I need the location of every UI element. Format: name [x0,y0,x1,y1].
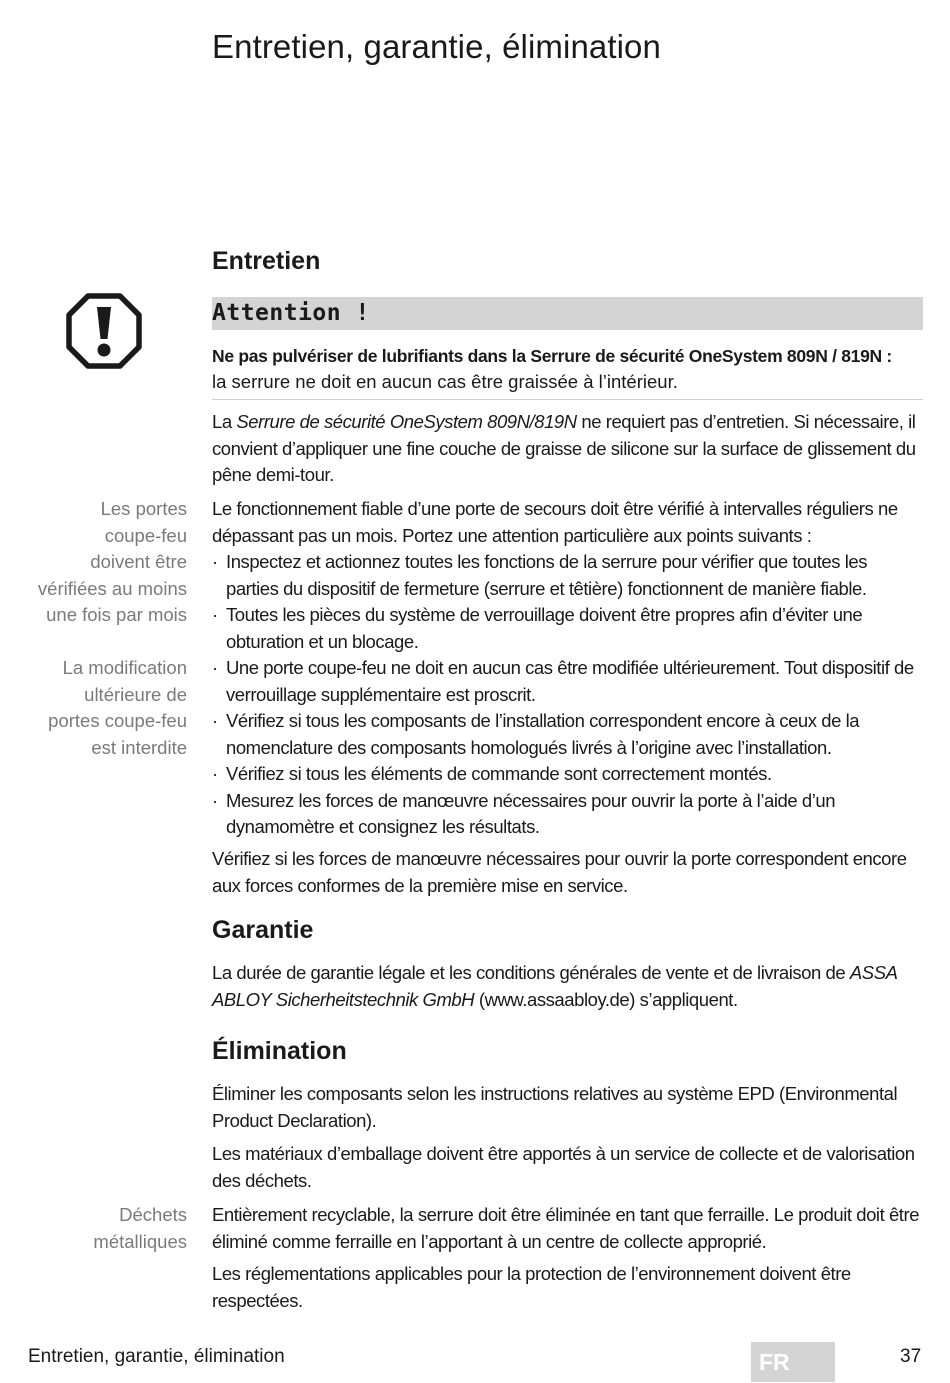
list-item: · Vérifiez si tous les composants de l’installation correspondent encore à ceux de la nomenclature des composants homologués livrés à l’origine avec l’installation. [212,708,923,761]
footer-title: Entretien, garantie, élimination [28,1346,285,1367]
page-header-title: Entretien, garantie, élimination [212,28,661,65]
sidenote-line: doivent être [90,551,187,572]
attention-banner [212,297,923,330]
sidenote-line: est interdite [91,736,187,758]
sidenote-line: métalliques [93,1230,187,1252]
list-item: · Toutes les pièces du système de verrouillage doivent être propres afin d’éviter une obturation et un blocage. [212,602,923,655]
garantie-text-prefix: La durée de garantie légale et les conditions générales de vente et de livraison de [212,962,850,983]
company-name: ASSA ABLOY Sicherheitstechnik GmbH [212,962,897,1010]
attention-body-text: la serrure ne doit en aucun cas être graissée à l’intérieur. [212,371,678,392]
elimination-paragraph-1: Éliminer les composants selon les instructions relatives au système EPD (Environmental Product Declaration). [212,1083,898,1131]
entretien-p1-rest: ne requiert pas d’entretien. Si nécessaire, il convient d’appliquer une fine couche de graisse de silicone sur la surface de glissement du pêne demi-tour. [212,411,916,485]
attention-label: Attention ! [212,300,370,326]
sidenote-line: une fois par mois [46,604,187,625]
product-name: Serrure de sécurité OneSystem 809N/819N [236,411,577,432]
list-item: · Vérifiez si tous les éléments de commande sont correctement montés. [212,761,923,788]
sidenote-modification-forbidden [7,655,187,761]
list-item: · Une porte coupe-feu ne doit en aucun cas être modifiée ultérieurement. Tout dispositif de verrouillage supplémentaire est proscrit. [212,655,923,708]
sidenote-fire-door-check [7,496,187,629]
sidenote-line: Les portes [100,498,187,519]
sidenote-line: Déchets [119,1204,187,1225]
warning-octagon-exclamation-icon [66,293,142,369]
elimination-paragraph-3: Entièrement recyclable, la serrure doit être éliminée en tant que ferraille. Le produit doit être éliminé comme ferraille en l’apportant à un centre de collecte approprié. [212,1204,920,1252]
section-title-garantie: Garantie [212,916,314,944]
elimination-paragraph-2: Les matériaux d’emballage doivent être apportés à un service de collecte et de valorisation des déchets. [212,1143,915,1191]
page-number: 37 [900,1346,922,1367]
entretien-bullet-list [212,549,923,841]
entretien-p1-prefix: La [212,411,237,432]
entretien-paragraph-2: Le fonctionnement fiable d’une porte de secours doit être vérifié à intervalles réguliers ne dépassant pas un mois. Portez une attention particulière aux points suivants : [212,498,898,546]
entretien-paragraph-3: Vérifiez si les forces de manœuvre nécessaires pour ouvrir la porte correspondent encore aux forces conformes de la première mise en service. [212,848,907,896]
attention-divider [212,399,923,400]
sidenote-line: ultérieure de [84,683,187,705]
garantie-paragraph [212,960,923,1013]
elimination-paragraph-4: Les réglementations applicables pour la protection de l’environnement doivent être respectées. [212,1263,851,1311]
sidenote-metal-waste [7,1202,187,1255]
sidenote-line: vérifiées au moins [37,577,187,599]
attention-bold-text: Ne pas pulvériser de lubrifiants dans la Serrure de sécurité OneSystem 809N / 819N : [212,346,892,366]
attention-text [212,343,923,395]
list-item: · Mesurez les forces de manœuvre nécessaires pour ouvrir la porte à l’aide d’un dynamomètre et consignez les résultats. [212,788,923,841]
section-title-elimination: Élimination [212,1037,347,1065]
sidenote-line: coupe-feu [104,524,187,546]
list-item: · Inspectez et actionnez toutes les fonctions de la serrure pour vérifier que toutes les parties du dispositif de fermeture (serrure et têtière) fonctionnent de manière fiable. [212,549,923,602]
language-badge: FR [751,1342,835,1382]
entretien-paragraph-1 [212,409,923,489]
sidenote-line: portes coupe-feu [48,710,187,731]
garantie-text-suffix: (www.assaabloy.de) s’appliquent. [474,988,738,1010]
sidenote-line: La modification [62,657,187,678]
section-title-entretien: Entretien [212,247,321,275]
entretien-checklist-block [212,496,923,841]
